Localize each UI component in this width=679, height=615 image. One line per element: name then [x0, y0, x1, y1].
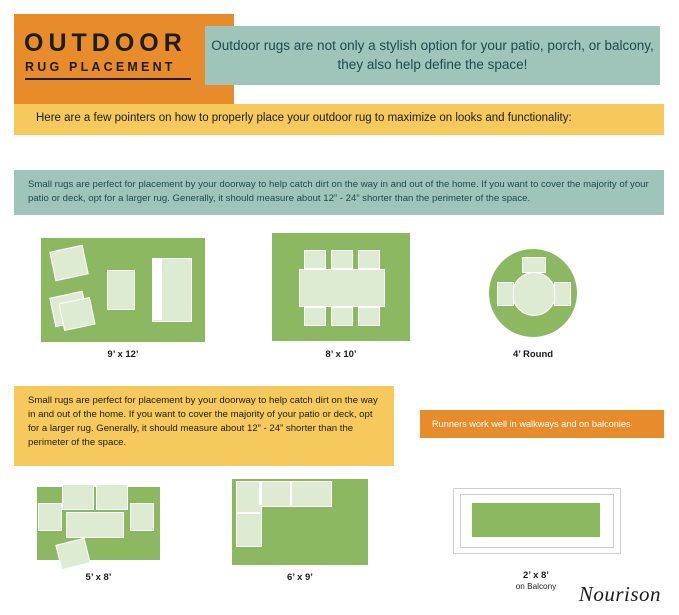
side-chair-left — [38, 503, 62, 531]
dining-chair-top-2 — [331, 250, 353, 269]
round-chair-left — [497, 282, 514, 306]
coffee-table — [107, 270, 135, 310]
section2-note-text: Small rugs are perfect for placement by your doorway to help catch dirt on the way in and out of the home. If you want to cover the majority of your patio or deck, opt for a larger rug. Generally, it should measure about 12” - 24” shorter than the perimeter of the space. — [28, 395, 378, 448]
caption-6x9: 6’ x 9’ — [287, 572, 313, 583]
sectional-seam-1 — [259, 481, 261, 505]
title-divider — [25, 78, 191, 80]
sofa-seat-2 — [96, 484, 128, 510]
caption-8x10: 8’ x 10’ — [325, 349, 357, 360]
pointers-strip — [14, 104, 664, 135]
dining-chair-bottom-2 — [331, 307, 353, 326]
caption-4-round: 4’ Round — [512, 349, 554, 360]
round-chair-right — [554, 282, 571, 306]
intro-banner-text: Outdoor rugs are not only a stylish option for your patio, porch, or balcony, they also help define the space! — [211, 38, 654, 72]
dining-chair-bottom-3 — [358, 307, 380, 326]
runner-note-text: Runners work well in walkways and on balconies — [432, 419, 631, 429]
coffee-table-5x8 — [66, 512, 124, 538]
section1-note — [14, 170, 664, 215]
side-chair-right — [130, 503, 154, 531]
sofa-seat-1 — [62, 484, 94, 510]
round-chair-top — [522, 257, 546, 273]
pointers-strip-text: Here are a few pointers on how to properly place your outdoor rug to maximize on looks and functionality: — [36, 112, 572, 124]
page-subtitle: RUG PLACEMENT — [25, 60, 176, 74]
caption-5x8: 5’ x 8’ — [85, 572, 112, 583]
page-title: OUTDOOR — [24, 29, 187, 57]
brand-logo: Nourison — [578, 582, 661, 606]
sectional-seam-2 — [290, 481, 292, 505]
rug-2x8-runner — [472, 503, 600, 537]
round-table — [512, 272, 556, 316]
dining-chair-top-3 — [358, 250, 380, 269]
accent-chair — [55, 538, 90, 570]
dining-chair-top-1 — [304, 250, 326, 269]
dining-table — [299, 269, 385, 307]
section2-note — [14, 386, 394, 466]
caption-9x12: 9’ x 12’ — [107, 349, 139, 360]
intro-banner — [205, 26, 660, 85]
section1-note-text: Small rugs are perfect for placement by your doorway to help catch dirt on the way in and out of the home. If you want to cover the majority of your patio or deck, opt for a larger rug. Generally, it should measure about 12” - 24” shorter than the perimeter of the space. — [28, 179, 649, 204]
dining-chair-bottom-1 — [304, 307, 326, 326]
caption-2x8: 2’ x 8’ — [523, 570, 549, 581]
sectional-seam-3 — [236, 512, 260, 514]
caption-2x8-sub: on Balcony — [515, 582, 557, 591]
sofa-arm — [152, 258, 162, 320]
runner-note — [420, 410, 664, 438]
